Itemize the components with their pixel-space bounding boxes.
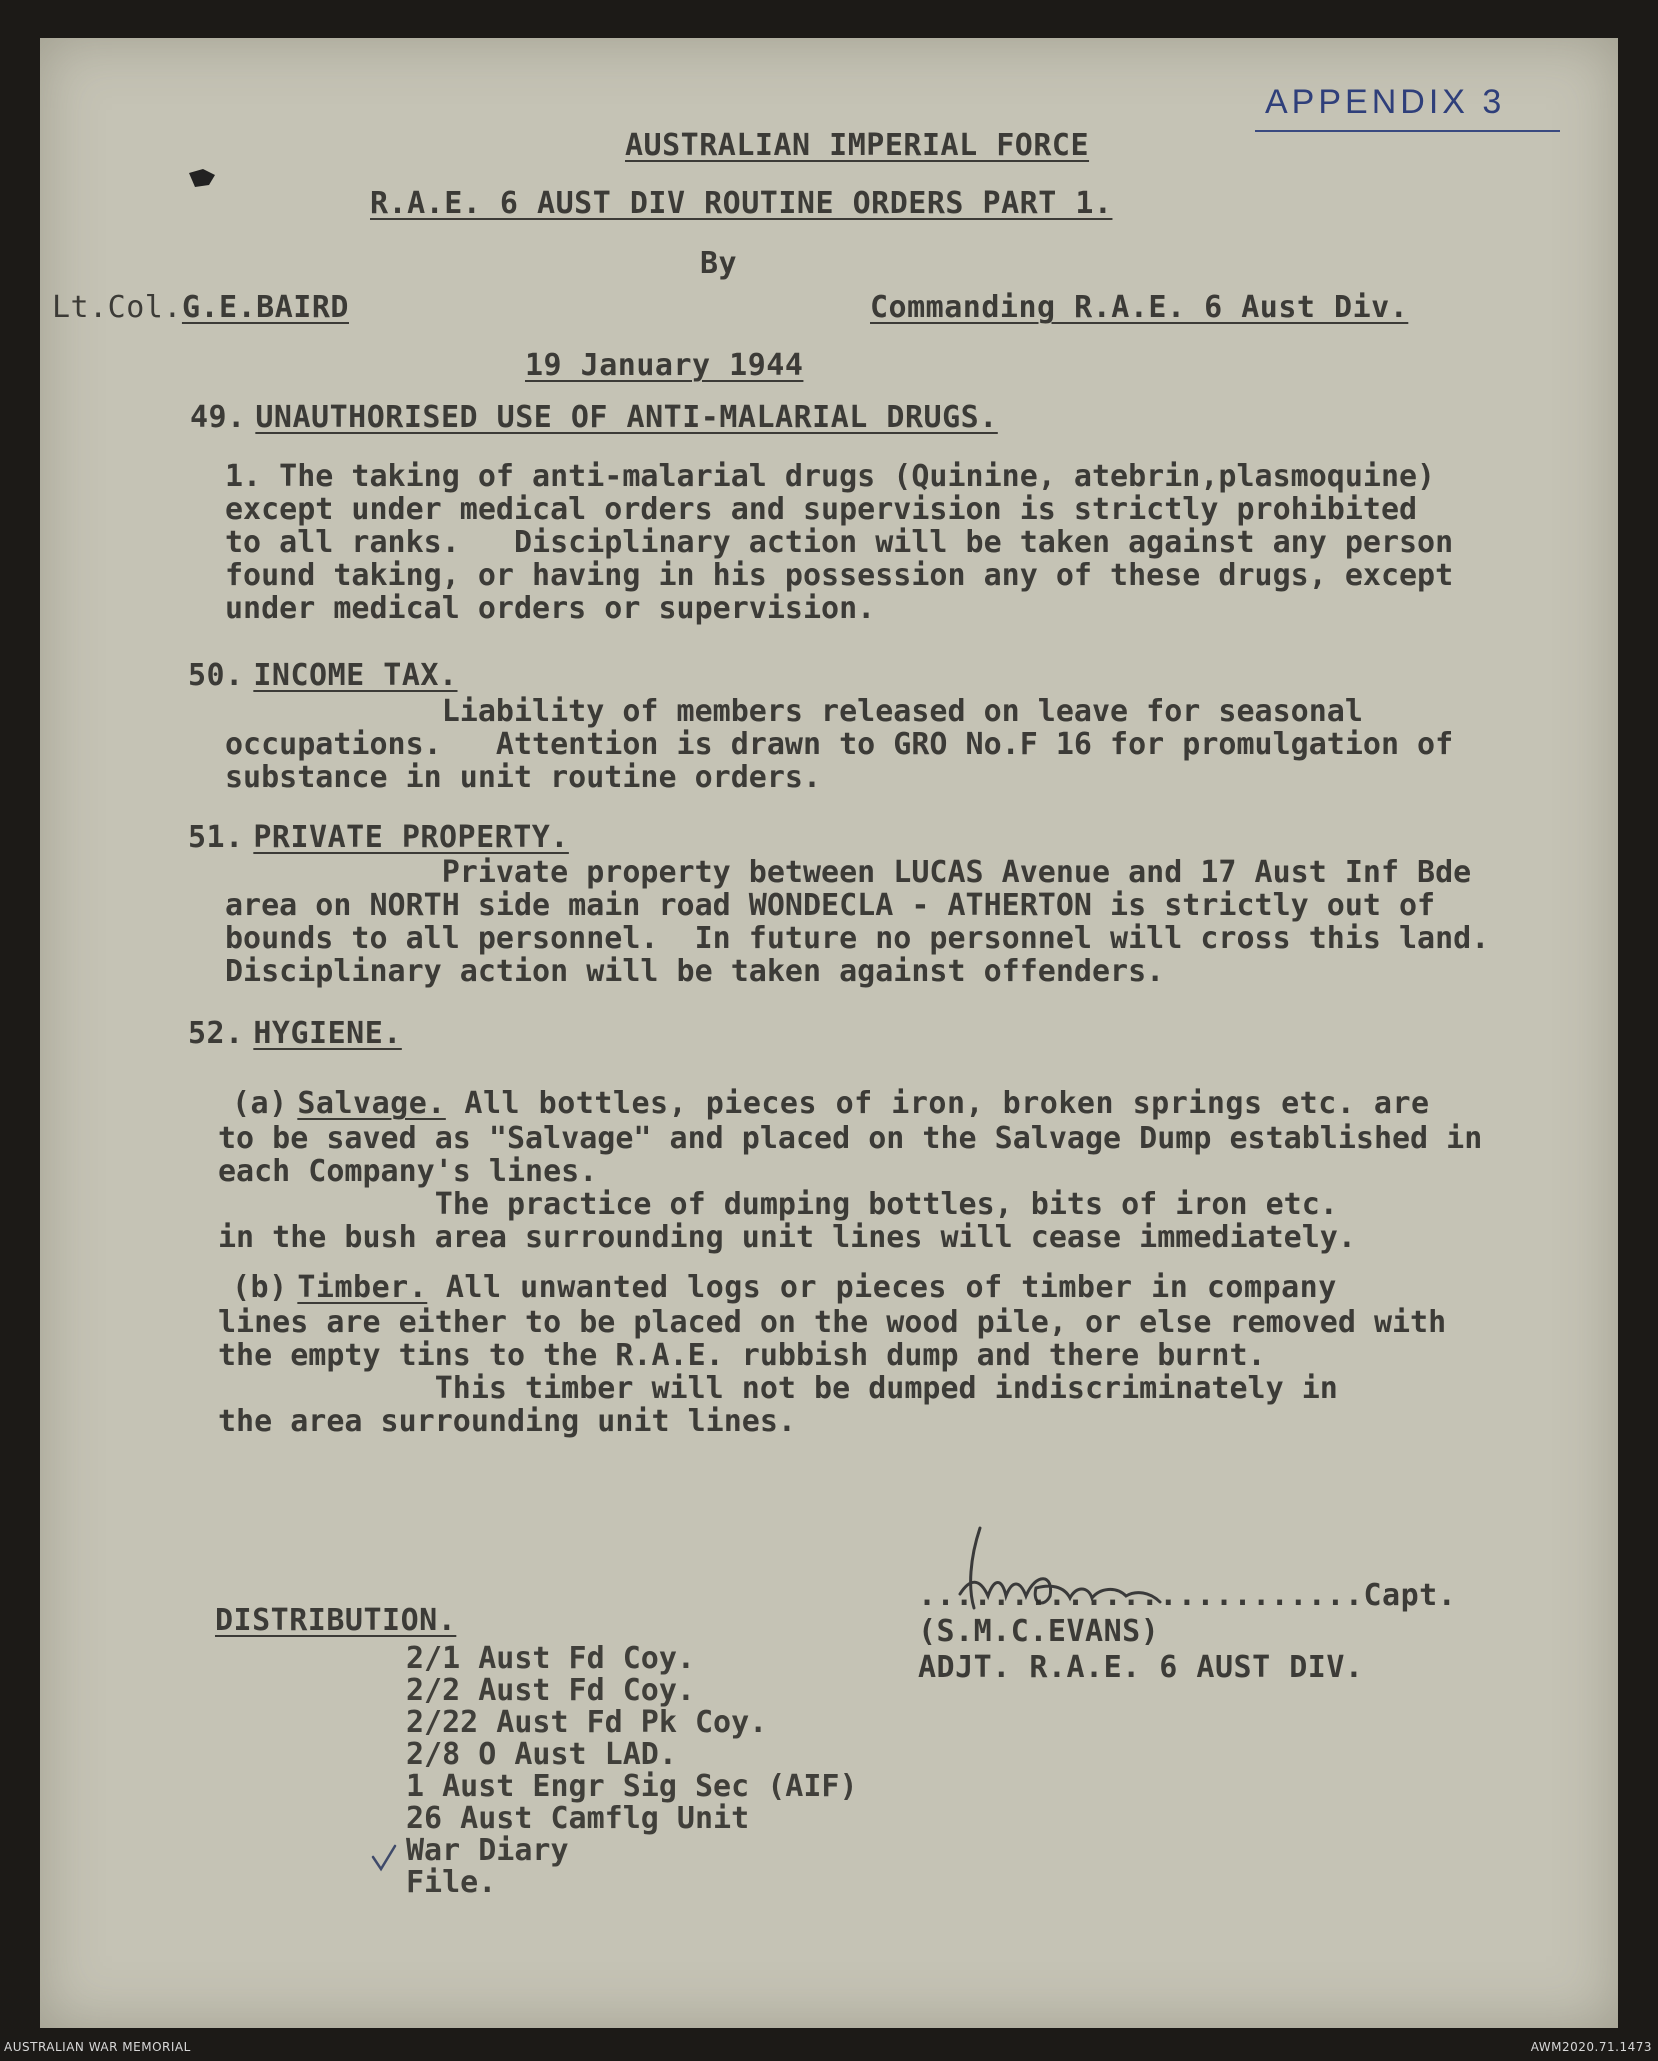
body-line: to be saved as "Salvage" and placed on the Salvage Dump established in — [218, 1121, 1483, 1156]
order-number: 49. — [190, 400, 246, 435]
order-heading: PRIVATE PROPERTY. — [253, 820, 569, 855]
list-item: 2/2 Aust Fd Coy. — [406, 1673, 695, 1708]
timber-body — [218, 1306, 1446, 1438]
body-line: each Company's lines. — [218, 1154, 598, 1189]
salvage-body — [218, 1122, 1482, 1254]
sub-label: (b) — [232, 1270, 288, 1305]
list-item: File. — [406, 1865, 497, 1900]
order-number: 51. — [188, 820, 244, 855]
timber-line — [232, 1270, 1337, 1305]
archive-credit: AUSTRALIAN WAR MEMORIAL — [4, 2040, 191, 2054]
distribution-list — [406, 1643, 858, 1899]
body-line: occupations. Attention is drawn to GRO No.F 16 for promulgation of — [225, 727, 1454, 762]
order-heading: HYGIENE. — [253, 1016, 402, 1051]
signatory-rank: Capt. — [1363, 1578, 1457, 1613]
order-49-body — [225, 460, 1453, 625]
force-title: AUSTRALIAN IMPERIAL FORCE — [625, 128, 1090, 163]
order-50-heading — [188, 658, 458, 693]
order-number: 50. — [188, 658, 244, 693]
sub-title: Timber. — [297, 1270, 428, 1305]
body-line: to all ranks. Disciplinary action will be taken against any person — [225, 525, 1454, 560]
command-line: Commanding R.A.E. 6 Aust Div. — [870, 290, 1409, 325]
order-51-body — [225, 856, 1489, 988]
order-date: 19 January 1944 — [525, 348, 804, 383]
list-item: 2/1 Aust Fd Coy. — [406, 1641, 695, 1676]
order-heading: UNAUTHORISED USE OF ANTI-MALARIAL DRUGS. — [255, 400, 998, 435]
body-line: except under medical orders and supervision is strictly prohibited — [225, 492, 1418, 527]
body-line: area on NORTH side main road WONDECLA - ATHERTON is strictly out of — [225, 888, 1436, 923]
sub-title: Salvage. — [297, 1086, 446, 1121]
appendix-underline — [1255, 130, 1560, 132]
body-line: found taking, or having in his possession any of these drugs, except — [225, 558, 1454, 593]
signatory-name: (S.M.C.EVANS) — [918, 1614, 1160, 1649]
body-line: Private property between LUCAS Avenue and 17 Aust Inf Bde — [225, 855, 1472, 890]
body-line: bounds to all personnel. In future no personnel will cross this land. — [225, 921, 1490, 956]
body-line: the empty tins to the R.A.E. rubbish dump and there burnt. — [218, 1338, 1266, 1373]
officer-rank: Lt.Col. — [52, 290, 182, 325]
body-line: Disciplinary action will be taken against offenders. — [225, 954, 1165, 989]
body-line: 1. The taking of anti-malarial drugs (Quinine, atebrin,plasmoquine) — [225, 459, 1436, 494]
signatory-appointment: ADJT. R.A.E. 6 AUST DIV. — [918, 1650, 1364, 1685]
list-item: 2/22 Aust Fd Pk Coy. — [406, 1705, 768, 1740]
signature-line — [918, 1578, 1456, 1613]
body-line: All bottles, pieces of iron, broken springs etc. are — [445, 1086, 1430, 1121]
document-page — [40, 38, 1618, 2028]
order-51-heading — [188, 820, 569, 855]
orders-title: R.A.E. 6 AUST DIV ROUTINE ORDERS PART 1. — [370, 186, 1113, 221]
ink-smudge — [185, 163, 225, 193]
body-line: lines are either to be placed on the wood pile, or else removed with — [218, 1305, 1447, 1340]
order-number: 52. — [188, 1016, 244, 1051]
signature-dots: ........................ — [918, 1578, 1364, 1613]
order-49-heading — [190, 400, 998, 435]
archive-reference: AWM2020.71.1473 — [1530, 2040, 1652, 2054]
order-heading: INCOME TAX. — [253, 658, 458, 693]
salvage-line — [232, 1086, 1430, 1121]
appendix-annotation: APPENDIX 3 — [1265, 83, 1506, 121]
by-line: By — [700, 246, 738, 281]
body-line: Liability of members released on leave for seasonal — [225, 694, 1363, 729]
distribution-heading: DISTRIBUTION. — [215, 1603, 457, 1638]
body-line: in the bush area surrounding unit lines will cease immediately. — [218, 1220, 1356, 1255]
body-line: substance in unit routine orders. — [225, 760, 822, 795]
check-mark-icon — [370, 1843, 398, 1873]
body-line: The practice of dumping bottles, bits of iron etc. — [218, 1187, 1338, 1222]
order-52-heading — [188, 1016, 402, 1051]
body-line: This timber will not be dumped indiscriminately in — [218, 1371, 1338, 1406]
list-item: War Diary — [406, 1833, 569, 1868]
body-line: under medical orders or supervision. — [225, 591, 876, 626]
body-line: the area surrounding unit lines. — [218, 1404, 796, 1439]
officer-line — [52, 290, 349, 325]
order-50-body — [225, 695, 1453, 794]
list-item: 1 Aust Engr Sig Sec (AIF) — [406, 1769, 858, 1804]
list-item: 26 Aust Camflg Unit — [406, 1801, 750, 1836]
list-item: 2/8 O Aust LAD. — [406, 1737, 677, 1772]
officer-name: G.E.BAIRD — [181, 290, 349, 325]
sub-label: (a) — [232, 1086, 288, 1121]
body-line: All unwanted logs or pieces of timber in company — [427, 1270, 1337, 1305]
